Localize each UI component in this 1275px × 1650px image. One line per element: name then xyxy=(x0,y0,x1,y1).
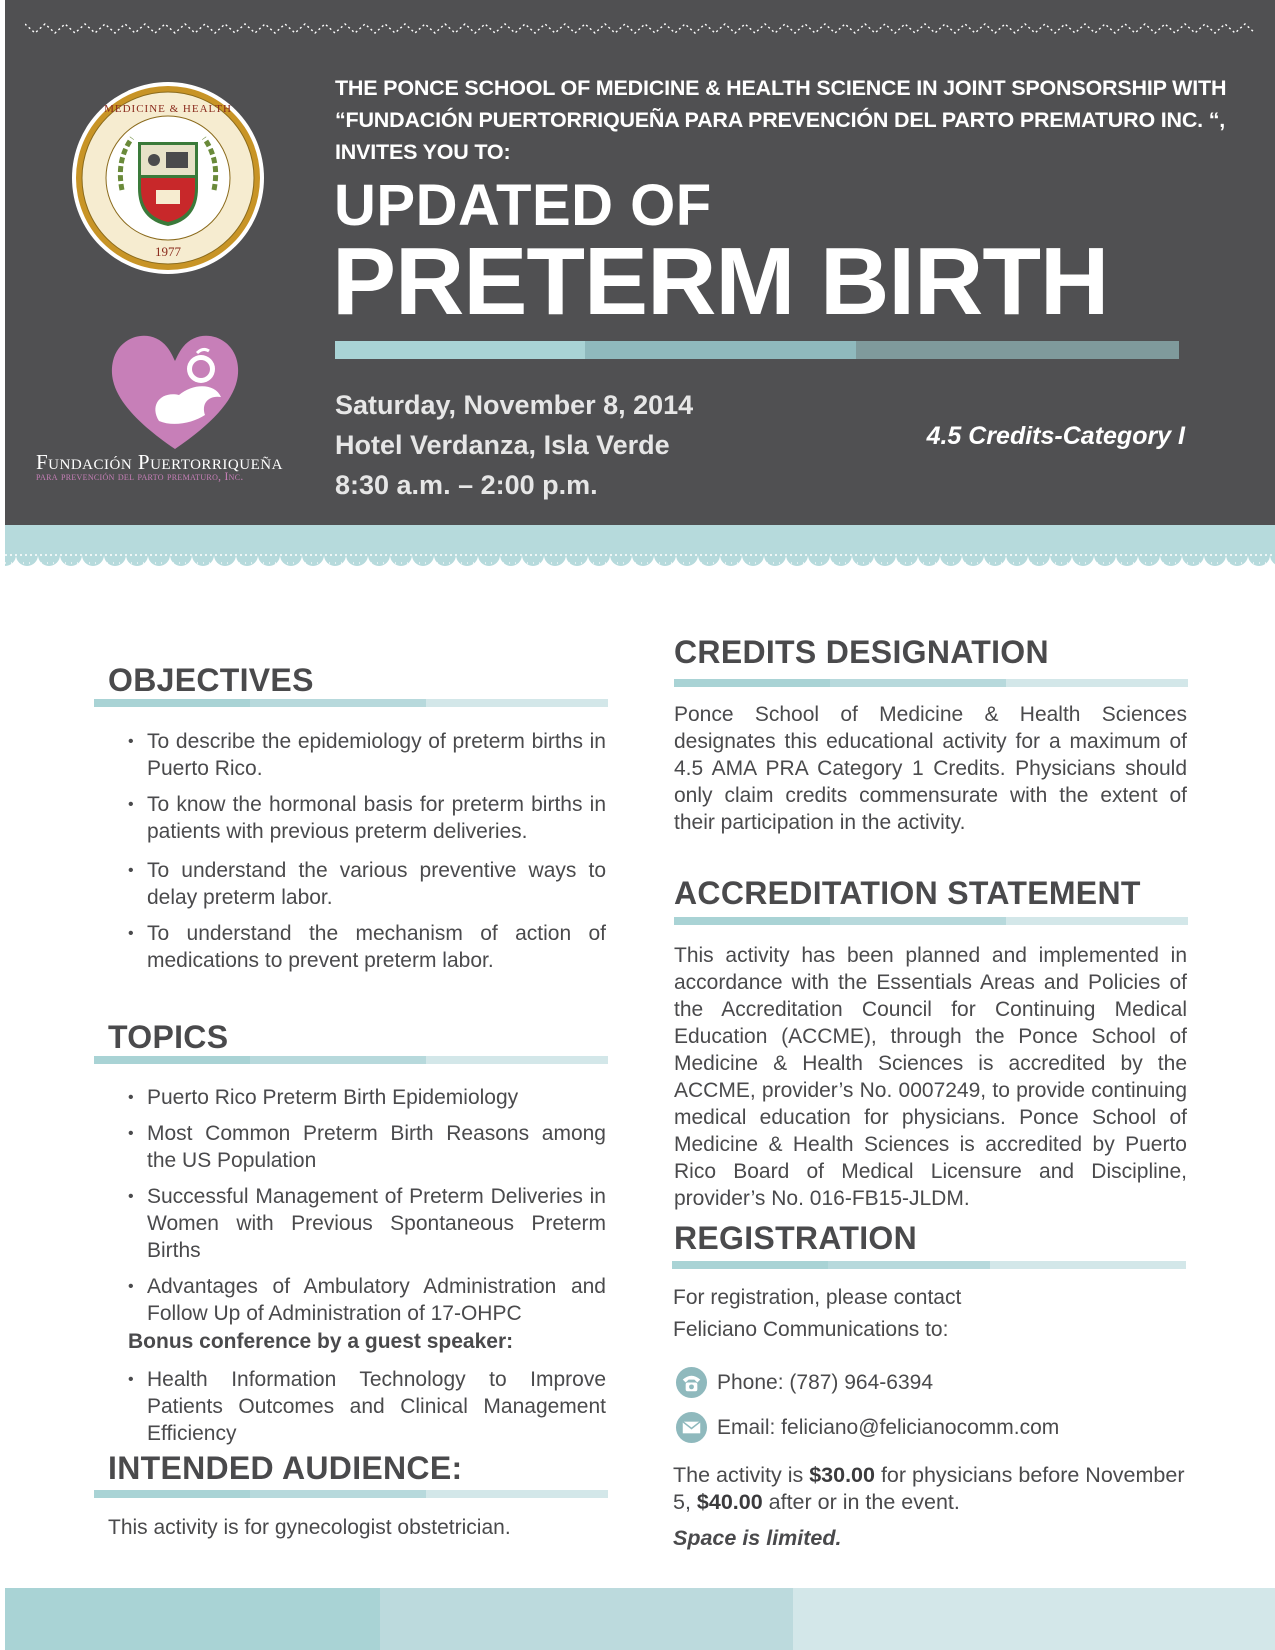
objectives-heading: OBJECTIVES xyxy=(108,662,314,698)
intro-line: “FUNDACIÓN PUERTORRIQUEÑA PARA PREVENCIÓN DEL PARTO PREMATURO INC. “, xyxy=(335,108,1226,132)
topic-item: • Successful Management of Preterm Deliveries in Women with Previous Spontaneous Preterm Births xyxy=(128,1183,606,1264)
foundation-name: Fundación Puertorriqueña xyxy=(36,450,283,474)
event-time: 8:30 a.m. – 2:00 p.m. xyxy=(335,470,598,500)
space-limited-note: Space is limited. xyxy=(673,1526,842,1550)
email-text[interactable]: Email: feliciano@felicianocomm.com xyxy=(717,1415,1060,1439)
email-row xyxy=(675,1411,1059,1444)
event-date: Saturday, November 8, 2014 xyxy=(335,390,694,420)
topics-list xyxy=(128,1084,606,1336)
topic-item: • Advantages of Ambulatory Administration and Follow Up of Administration of 17-OHPC xyxy=(128,1273,606,1327)
foundation-subtitle: para prevención del parto prematuro, Inc. xyxy=(36,471,244,483)
credits-designation-heading: CREDITS DESIGNATION xyxy=(674,634,1049,670)
accreditation-text: This activity has been planned and implemented in accordance with the Essentials Areas and Policies of the Accreditation Council for Continuing Medical Education (ACCME), through the Ponce School of Medicine & Health Sciences is accredited by the ACCME, provider’s No. 0007249, to provide continuing medical education for physicians. Ponce School of Medicine & Health Sciences is accredited by Puerto Rico Board of Medical Licensure and Discipline, provider’s No. 016-FB15-JLDM. xyxy=(674,944,1187,1210)
svg-text:1977: 1977 xyxy=(155,244,181,259)
footer-color-band xyxy=(5,1588,1275,1650)
registration-contact-line: For registration, please contact xyxy=(673,1286,962,1309)
phone-row xyxy=(675,1366,933,1399)
credits-designation-text: Ponce School of Medicine & Health Sciences designates this educational activity for a maximum of 4.5 AMA PRA Category 1 Credits. Physicians should only claim credits commensurate with the extent of their participation in the activity. xyxy=(674,703,1187,834)
fee-price-late: $40.00 xyxy=(696,1490,763,1514)
bonus-conference-label: Bonus conference by a guest speaker: xyxy=(128,1330,514,1353)
bonus-list xyxy=(128,1366,606,1456)
registration-heading-bar xyxy=(672,1261,1186,1269)
registration-fee xyxy=(673,1462,1193,1516)
heart-mother-child-logo xyxy=(105,325,245,455)
objectives-heading-bar xyxy=(94,699,608,707)
credits-category: 4.5 Credits-Category I xyxy=(926,422,1185,450)
objective-item: • To understand the various preventive ways to delay preterm labor. xyxy=(128,857,606,911)
event-title-line1: UPDATED OF xyxy=(334,173,712,238)
objective-item: • To know the hormonal basis for preterm births in patients with previous preterm deliveries. xyxy=(128,791,606,845)
ponce-school-seal-logo xyxy=(70,80,266,276)
fee-text: for physicians before November 5, xyxy=(673,1463,1185,1514)
topics-heading: TOPICS xyxy=(108,1019,229,1055)
fee-text: The activity is xyxy=(673,1463,810,1487)
title-underline-bar xyxy=(335,341,1179,359)
phone-text[interactable]: Phone: (787) 964-6394 xyxy=(717,1370,933,1394)
accreditation-heading: ACCREDITATION STATEMENT xyxy=(674,875,1141,911)
svg-text:MEDICINE & HEALTH: MEDICINE & HEALTH xyxy=(104,103,232,115)
email-envelope-icon xyxy=(675,1411,708,1444)
event-title-line2: PRETERM BIRTH xyxy=(332,228,1109,335)
audience-heading: INTENDED AUDIENCE: xyxy=(108,1450,463,1486)
accreditation-heading-bar xyxy=(674,917,1188,925)
topic-item: • Most Common Preterm Birth Reasons among the US Population xyxy=(128,1120,606,1174)
intro-line: INVITES YOU TO: xyxy=(335,140,511,164)
phone-icon xyxy=(675,1366,708,1399)
audience-heading-bar xyxy=(94,1490,608,1498)
dotted-zigzag-border xyxy=(25,22,1255,36)
audience-text: This activity is for gynecologist obstetrician. xyxy=(108,1516,511,1539)
registration-contact-line: Feliciano Communications to: xyxy=(673,1318,949,1341)
objectives-list xyxy=(128,728,606,983)
fee-text: after or in the event. xyxy=(762,1490,960,1514)
objective-item: • To understand the mechanism of action of medications to prevent preterm labor. xyxy=(128,920,606,974)
topics-heading-bar xyxy=(94,1056,608,1064)
fee-price-early: $30.00 xyxy=(809,1463,875,1487)
invitation-intro xyxy=(335,72,1227,168)
registration-contact xyxy=(673,1282,1186,1346)
scalloped-lace-border xyxy=(5,525,1275,581)
event-details xyxy=(335,385,693,505)
bonus-item: • Health Information Technology to Improve Patients Outcomes and Clinical Management Efficiency xyxy=(128,1366,606,1447)
credits-heading-bar xyxy=(674,679,1188,687)
topic-item: • Puerto Rico Preterm Birth Epidemiology xyxy=(128,1084,606,1111)
objective-item: • To describe the epidemiology of preterm births in Puerto Rico. xyxy=(128,728,606,782)
intro-line: THE PONCE SCHOOL OF MEDICINE & HEALTH SCIENCE IN JOINT SPONSORSHIP WITH xyxy=(335,76,1227,100)
registration-heading: REGISTRATION xyxy=(674,1220,918,1256)
event-venue: Hotel Verdanza, Isla Verde xyxy=(335,430,670,460)
